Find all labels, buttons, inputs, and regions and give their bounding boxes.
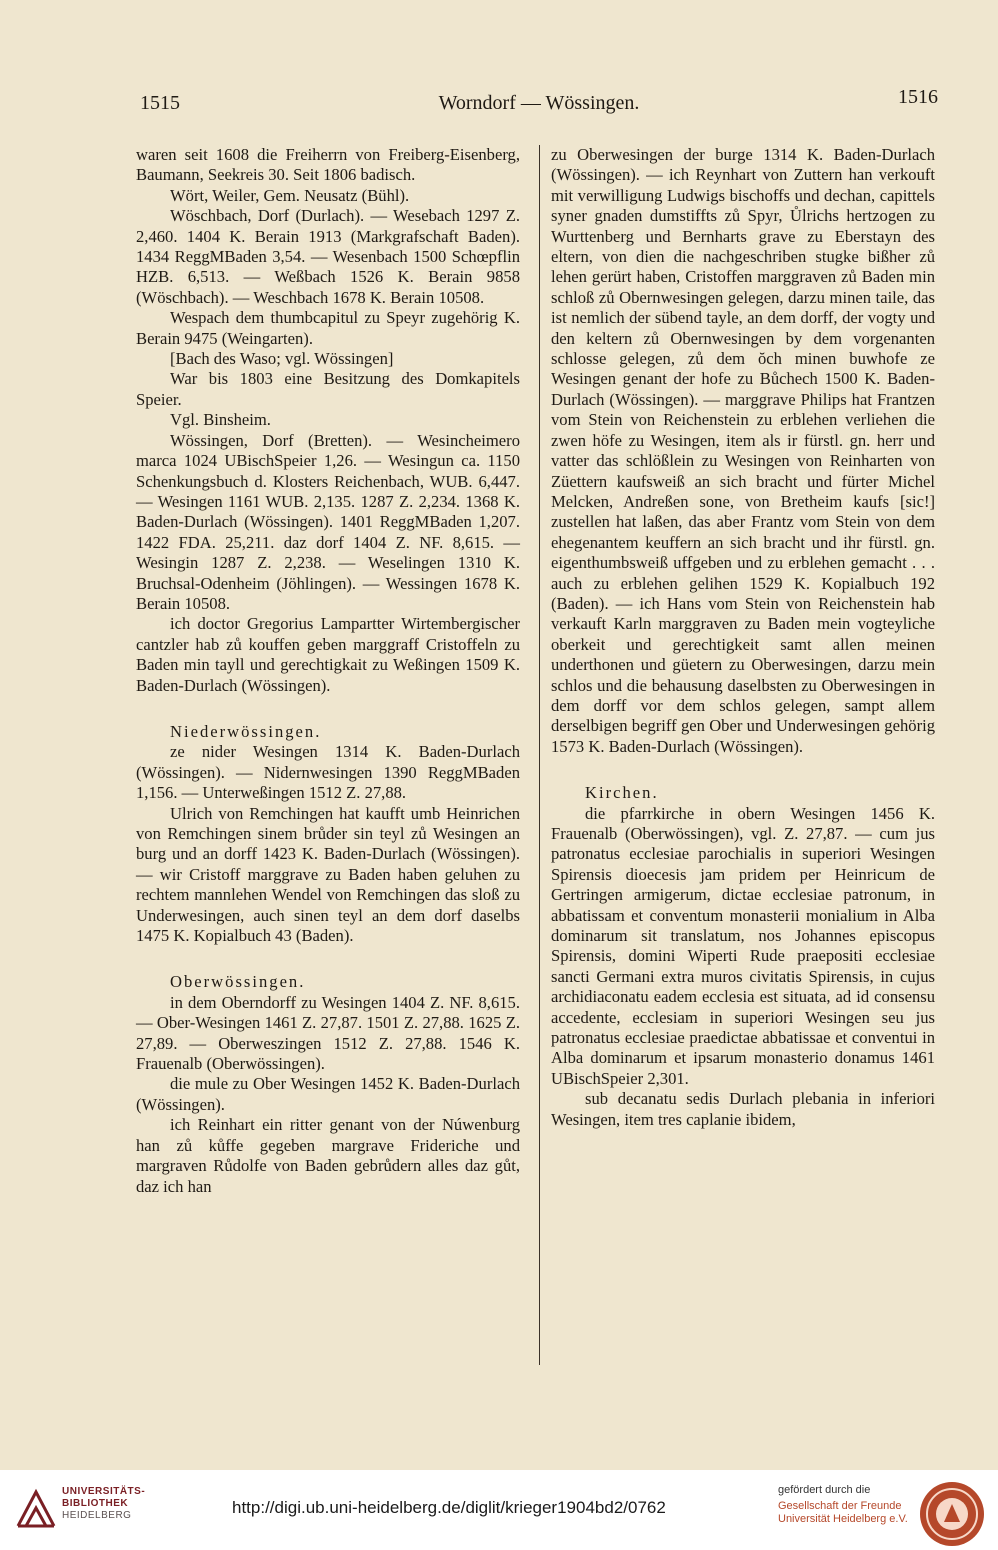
page-number-right: 1516 — [898, 86, 938, 108]
library-name: UNIVERSITÄTS- BIBLIOTHEK HEIDELBERG — [62, 1486, 146, 1521]
paragraph: War bis 1803 eine Besitzung des Domkapitels Speier. — [136, 369, 520, 409]
page-number-left: 1515 — [140, 92, 180, 114]
entry-woeschbach: Wöschbach, Dorf (Durlach). — Wesebach 1297 Z. 2,460. 1404 K. Berain 1913 (Markgrafschaft Baden). 1434 ReggMBaden 3,54. — Wesenbach 1500 Schœpflin HZB. 6,513. — Weßbach 1526 K. Berain 9858 (Wöschbach). — Weschbach 1678 K. Berain 10508. — [136, 206, 520, 307]
paragraph: Wespach dem thumbcapitul zu Speyr zugehörig K. Berain 9475 (Weingarten). — [136, 308, 520, 348]
paragraph: ze nider Wesingen 1314 K. Baden-Durlach (Wössingen). — Nidernwesingen 1390 ReggMBaden 1,156. — Unterweßingen 1512 Z. 27,88. — [136, 742, 520, 803]
paragraph: ich doctor Gregorius Lampartter Wirtembergischer cantzler hab zů kouffen geben marggraff Cristoffeln zu Baden min tayll und gerechtigkait zu Weßingen 1509 K. Baden-Durlach (Wössingen). — [136, 614, 520, 695]
entry-woert: Wört, Weiler, Gem. Neusatz (Bühl). — [170, 185, 410, 205]
section-heading: Kirchen. — [585, 783, 659, 803]
paragraph: waren seit 1608 die Freiherrn von Freiberg-Eisenberg, Baumann, Seekreis 30. Seit 1806 badisch. — [136, 145, 520, 185]
section-heading: Oberwössingen. — [170, 972, 306, 992]
paragraph: Vgl. Binsheim. — [170, 410, 271, 430]
university-library-logo-icon — [14, 1482, 58, 1532]
sponsor-name: Gesellschaft der Freunde Universität Heidelberg e.V. — [778, 1500, 908, 1525]
paragraph: in dem Oberndorff zu Wesingen 1404 Z. NF. 8,615. — Ober-Wesingen 1461 Z. 27,87. 1501 Z. 27,88. 1625 Z. 27,89. — Oberweszingen 1512 Z. 27,88. 1546 K. Frauenalb (Oberwössingen). — [136, 992, 520, 1074]
paragraph: sub decanatu sedis Durlach plebania in inferiori Wesingen, item tres caplanie ibidem, — [551, 1089, 935, 1129]
running-head — [140, 86, 938, 118]
university-seal-icon — [918, 1480, 986, 1548]
paragraph: ich Reinhart ein ritter genant von der Núwenburg han zů kůffe gegeben margrave Frideriche und margraven Růdolfe von Baden gebrůdern alles daz gůt, daz ich han — [136, 1115, 520, 1196]
permalink[interactable]: http://digi.ub.uni-heidelberg.de/diglit/krieger1904bd2/0762 — [232, 1498, 666, 1517]
right-column — [551, 145, 935, 1130]
page-title: Worndorf — Wössingen. — [438, 92, 640, 114]
paragraph: [Bach des Waso; vgl. Wössingen] — [170, 349, 394, 369]
column-divider — [539, 145, 540, 1365]
paragraph: Ulrich von Remchingen hat kaufft umb Heinrichen von Remchingen sinem brůder sin teyl zů Wesingen an burg und an dorff 1423 K. Baden-Durlach (Wössingen). — wir Cristoff marggrave zu Baden haben geluhen zu rechtem mannlehen Wendel von Remchingen das sloß zu Underwesingen, auch sinen teyl an dem dorf daselbs 1475 K. Kopialbuch 43 (Baden). — [136, 803, 520, 946]
footer-bar — [0, 1470, 998, 1550]
paragraph: zu Oberwesingen der burge 1314 K. Baden-Durlach (Wössingen). — ich Reynhart von Zuttern han verkouft mit verwilligung Ludwigs bischoffs und dechan, capittels syner gnaden dumstiffts zů Spyr, Ůlrichs hertzogen zu Wurttenberg und Bernharts grave zu Eberstayn des eltern, von dien die nachgeschriben stugke bißher zů lehen gerürt haben, Cristoffen marggraven zů Baden min schloß zů Obernwesingen gelegen, darzu minen taile, das ist nemlich der sübend tayle, an dem dorff, der vogty und den keltern zů Obernwesingen by dem vorgenanten schlosse gelegen, zů dem ŏch minen buwhofe ze Wesingen genant der hofe zu Bůchech 1500 K. Baden-Durlach (Wössingen). — marggrave Philips hat Frantzen vom Stein von Reichenstein zu erblehen verliehen die zwen höfe zu Wesingen, item als ir fürstl. gn. herr und vatter das schlößlein zu Wesingen von Reinharten von Züettern kaufsweiß an sich bracht und fürter Michel Melcken, Andreßen sone, von Bretheim kaufs [sic!] zustellen hat laßen, das aber Frantz vom Stein von dem ehegenantem keuffern an sich bracht und ihr fürstl. gn. eigenthumbsweiß uffgeben und zu erblehen gemacht . . . auch zu erblehen gelihen 1529 K. Kopialbuch 192 (Baden). — ich Hans vom Stein von Reichenstein hab verkauft Karln marggraven zu Baden mein vogteyliche oberkeit und gerechtigkeit samt allen meinen underthonen und güetern zu Oberwesingen, darzu mein schlos und die behausung daselbsten zu Oberwesingen in dem dorff vor dem schlos gelegen, sampt allem derselbigen begriff gen Ober und Underwesingen gehörig 1573 K. Baden-Durlach (Wössingen). — [551, 145, 935, 756]
entry-woessingen: Wössingen, Dorf (Bretten). — Wesincheimero marca 1024 UBischSpeier 1,26. — Wesingun ca. 1150 Schenkungsbuch d. Klosters Reichenbach, WUB. 6,447. — Wesingen 1161 WUB. 2,135. 1287 Z. 2,234. 1368 K. Baden-Durlach (Wössingen). 1401 ReggMBaden 1,207. 1422 FDA. 25,211. daz dorf 1404 Z. NF. 8,615. — Wesingin 1287 Z. 2,238. — Weselingen 1310 K. Bruchsal-Odenheim (Jöhlingen). — Wessingen 1678 K. Berain 10508. — [136, 430, 520, 613]
paragraph: die mule zu Ober Wesingen 1452 K. Baden-Durlach (Wössingen). — [136, 1074, 520, 1114]
left-column — [136, 145, 520, 1197]
section-heading: Niederwössingen. — [170, 721, 322, 741]
sponsor-label: gefördert durch die — [778, 1484, 871, 1496]
paragraph: die pfarrkirche in obern Wesingen 1456 K. Frauenalb (Oberwössingen), vgl. Z. 27,87. — cum jus patronatus ecclesiae parochialis in superiori Wesingen Spirensis dioecesis jam pridem per Heinricum de Gertringen armigerum, dictae ecclesiae patronum, in abbatissam et conventum monasterii monialium in Alba dominarum sit translatum, nos Johannes episcopus Spirensis, domini Wiperti Rude praepositi ecclesiae sancti Germani extra muros civitatis Spirensis, in cujus archidiaconatu eadem ecclesia est situata, ad id consensu accedente, ecclesiam in superiori Wesingen seu jus patronatus ecclesiae praedictae abbatissae et conventui in Alba dominarum et ipsarum monasterio donamus 1461 UBischSpeier 2,301. — [551, 803, 935, 1088]
